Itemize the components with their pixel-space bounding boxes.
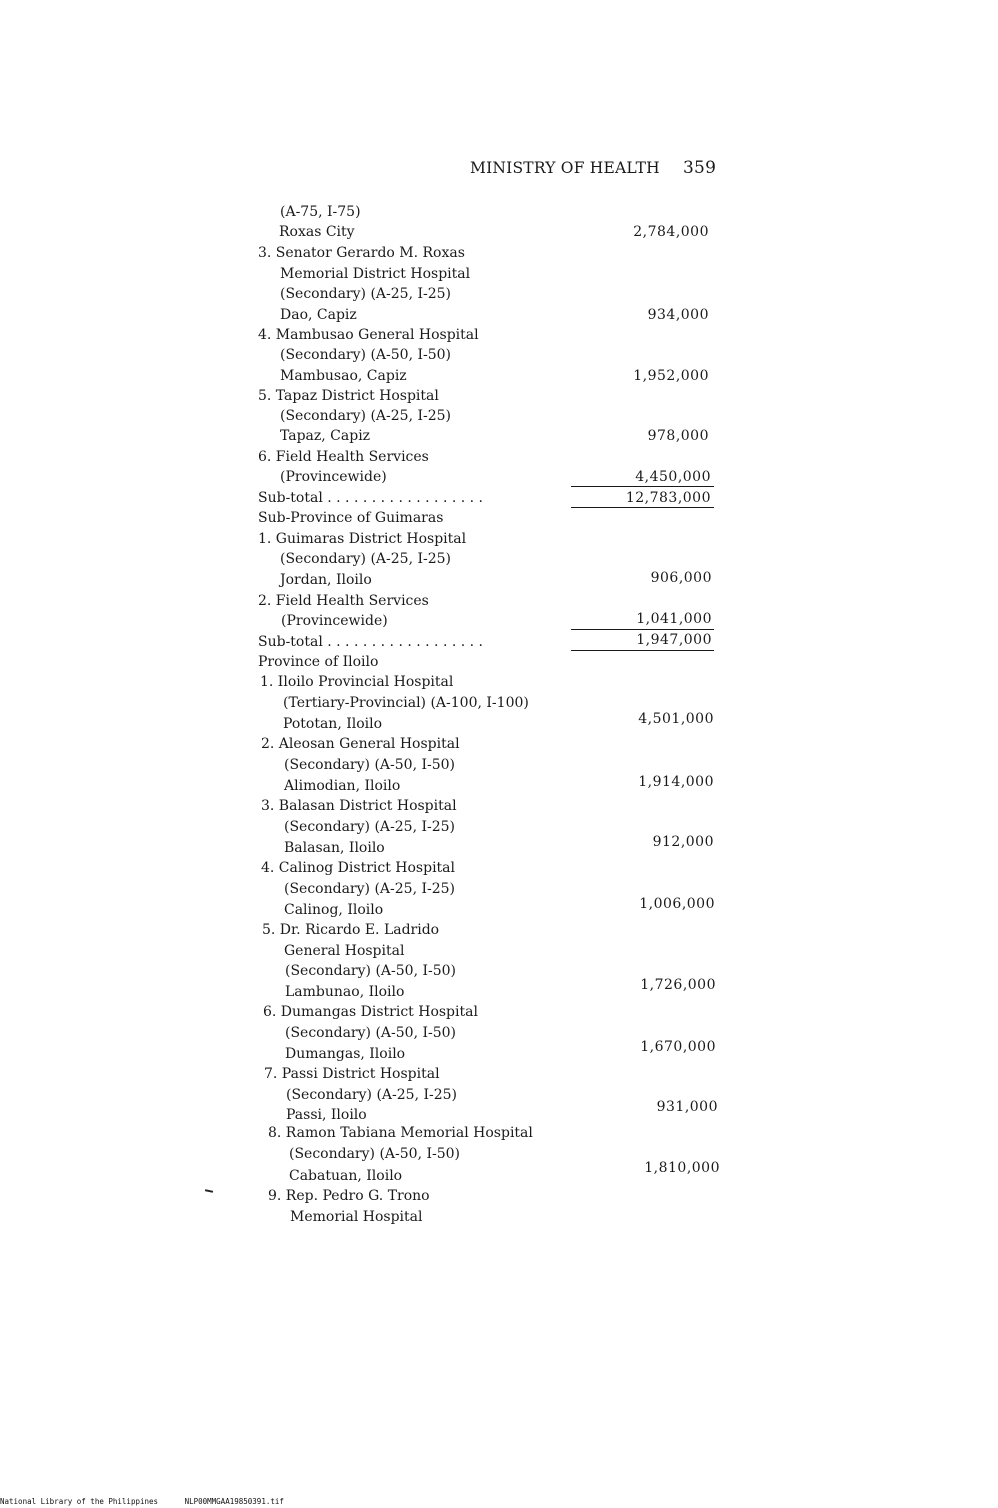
list-line: (Secondary) (A-50, I-50) bbox=[289, 1146, 461, 1162]
scan-footer bbox=[0, 1497, 284, 1506]
subtotal-label: Sub-total . . . . . . . . . . . . . . . . . . bbox=[258, 490, 484, 506]
subtotal-value: 12,783,000 bbox=[625, 490, 711, 506]
page-title: MINISTRY OF HEALTH bbox=[470, 159, 660, 177]
amount-value: 1,914,000 bbox=[638, 774, 714, 790]
page-number: 359 bbox=[683, 158, 717, 178]
list-line: 1. Iloilo Provincial Hospital bbox=[260, 674, 454, 690]
amount-value: 2,784,000 bbox=[633, 224, 709, 240]
amount-value: 1,726,000 bbox=[640, 977, 716, 993]
list-line: 2. Field Health Services bbox=[258, 593, 429, 609]
list-line: (Secondary) (A-25, I-25) bbox=[280, 286, 452, 302]
list-line: 8. Ramon Tabiana Memorial Hospital bbox=[268, 1125, 533, 1141]
list-line: Tapaz, Capiz bbox=[280, 428, 371, 444]
amount-value: 4,501,000 bbox=[638, 711, 714, 727]
list-line: Lambunao, Iloilo bbox=[285, 984, 405, 1000]
list-line: (Tertiary-Provincial) (A-100, I-100) bbox=[283, 695, 529, 711]
section-heading: Sub-Province of Guimaras bbox=[258, 510, 444, 526]
list-line: 5. Tapaz District Hospital bbox=[258, 388, 439, 404]
list-line: Dumangas, Iloilo bbox=[285, 1046, 406, 1062]
list-line: 5. Dr. Ricardo E. Ladrido bbox=[262, 922, 440, 938]
subtotal-rule bbox=[571, 507, 714, 508]
amount-value: 1,670,000 bbox=[640, 1039, 716, 1055]
list-line: (Provincewide) bbox=[280, 469, 387, 485]
section-heading: Province of Iloilo bbox=[258, 654, 379, 670]
list-line: 4. Calinog District Hospital bbox=[261, 860, 455, 876]
list-line: Mambusao, Capiz bbox=[280, 368, 407, 384]
list-line: (Secondary) (A-50, I-50) bbox=[284, 757, 456, 773]
list-line: Pototan, Iloilo bbox=[283, 716, 383, 732]
list-line: Memorial Hospital bbox=[290, 1209, 423, 1225]
subtotal-rule bbox=[571, 486, 714, 487]
list-line: 1. Guimaras District Hospital bbox=[258, 531, 467, 547]
list-line: Memorial District Hospital bbox=[280, 266, 471, 282]
list-line: 9. Rep. Pedro G. Trono bbox=[268, 1188, 430, 1204]
list-line: 2. Aleosan General Hospital bbox=[261, 736, 460, 752]
footer-library: National Library of the Philippines bbox=[0, 1497, 159, 1506]
subtotal-value: 1,947,000 bbox=[636, 632, 712, 648]
scan-mark bbox=[205, 1189, 213, 1193]
list-line: (Secondary) (A-25, I-25) bbox=[286, 1087, 458, 1103]
list-line: Passi, Iloilo bbox=[286, 1107, 367, 1123]
subtotal-label: Sub-total . . . . . . . . . . . . . . . . . . bbox=[258, 634, 484, 650]
amount-value: 4,450,000 bbox=[635, 469, 711, 485]
list-line: 6. Field Health Services bbox=[258, 449, 429, 465]
subtotal-rule bbox=[571, 629, 714, 630]
list-line: (Secondary) (A-25, I-25) bbox=[280, 408, 452, 424]
list-line: 7. Passi District Hospital bbox=[264, 1066, 440, 1082]
amount-value: 1,952,000 bbox=[633, 368, 709, 384]
list-line: General Hospital bbox=[284, 943, 405, 959]
subtotal-rule bbox=[571, 650, 714, 651]
list-line: 3. Balasan District Hospital bbox=[261, 798, 457, 814]
list-line: Roxas City bbox=[279, 224, 355, 240]
list-line: Cabatuan, Iloilo bbox=[289, 1168, 403, 1184]
amount-value: 934,000 bbox=[647, 307, 709, 323]
amount-value: 1,006,000 bbox=[639, 896, 715, 912]
list-line: Balasan, Iloilo bbox=[284, 840, 385, 856]
page-header bbox=[470, 158, 716, 178]
list-line: (Provincewide) bbox=[281, 613, 388, 629]
list-line: (Secondary) (A-50, I-50) bbox=[285, 963, 457, 979]
list-line: Alimodian, Iloilo bbox=[284, 778, 401, 794]
amount-value: 978,000 bbox=[647, 428, 709, 444]
list-line: Calinog, Iloilo bbox=[284, 902, 384, 918]
list-line: 6. Dumangas District Hospital bbox=[263, 1004, 478, 1020]
amount-value: 906,000 bbox=[650, 570, 712, 586]
list-line: (Secondary) (A-50, I-50) bbox=[285, 1025, 457, 1041]
list-line: Jordan, Iloilo bbox=[280, 572, 372, 588]
list-line: (Secondary) (A-25, I-25) bbox=[284, 881, 456, 897]
amount-value: 1,041,000 bbox=[636, 611, 712, 627]
amount-value: 912,000 bbox=[652, 834, 714, 850]
amount-value: 1,810,000 bbox=[644, 1160, 720, 1176]
list-line: (Secondary) (A-25, I-25) bbox=[284, 819, 456, 835]
footer-file: NLP00MMGAA19850391.tif bbox=[184, 1497, 284, 1506]
list-line: 3. Senator Gerardo M. Roxas bbox=[258, 245, 465, 261]
list-line: (Secondary) (A-25, I-25) bbox=[280, 551, 452, 567]
list-line: (Secondary) (A-50, I-50) bbox=[280, 347, 452, 363]
list-line: 4. Mambusao General Hospital bbox=[258, 327, 479, 343]
list-line: Dao, Capiz bbox=[280, 307, 357, 323]
list-line: (A-75, I-75) bbox=[280, 204, 361, 220]
amount-value: 931,000 bbox=[656, 1099, 718, 1115]
